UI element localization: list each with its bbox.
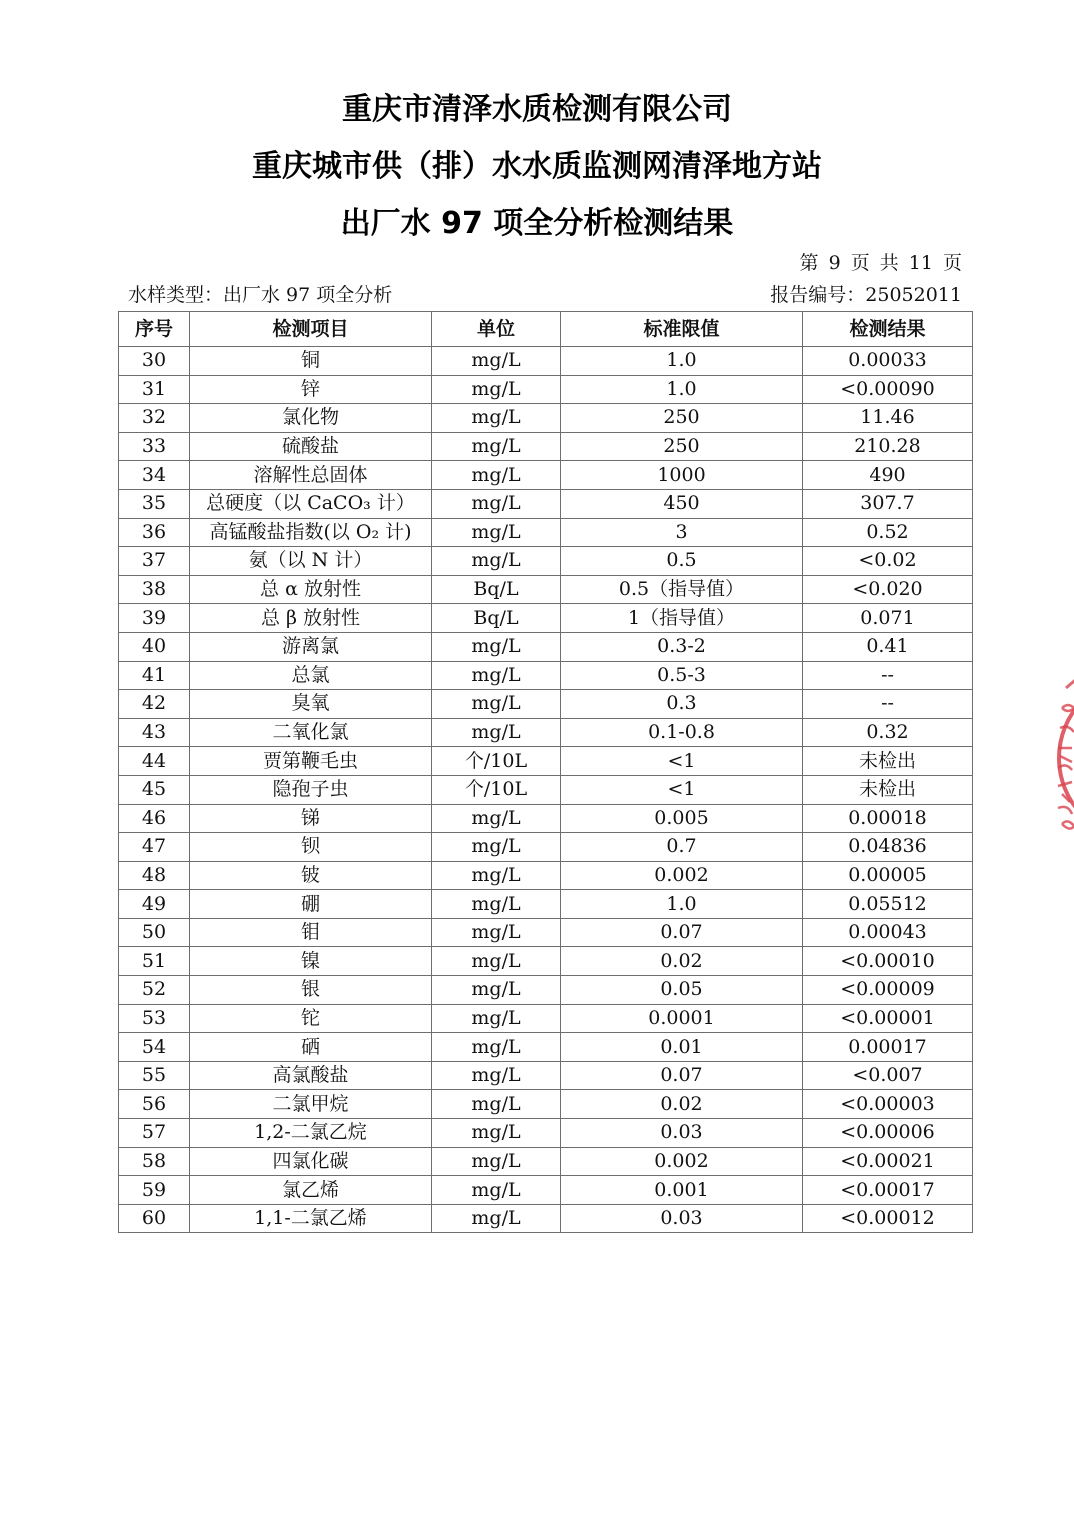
row-limit: 0.0001 bbox=[561, 1004, 803, 1033]
row-result: 0.00033 bbox=[803, 347, 973, 376]
report-number: 报告编号：25052011 bbox=[770, 284, 962, 306]
row-limit: 0.02 bbox=[561, 947, 803, 976]
row-unit: mg/L bbox=[432, 804, 561, 833]
table-row bbox=[119, 947, 973, 976]
row-number: 34 bbox=[119, 461, 190, 490]
row-limit: 250 bbox=[561, 404, 803, 433]
row-limit: <1 bbox=[561, 775, 803, 804]
row-limit: 0.03 bbox=[561, 1119, 803, 1148]
row-item: 四氯化碳 bbox=[190, 1147, 432, 1176]
row-item: 氯乙烯 bbox=[190, 1176, 432, 1205]
row-item: 铊 bbox=[190, 1004, 432, 1033]
row-result: <0.00017 bbox=[803, 1176, 973, 1205]
row-limit: 0.07 bbox=[561, 1061, 803, 1090]
row-number: 35 bbox=[119, 489, 190, 518]
row-unit: mg/L bbox=[432, 918, 561, 947]
row-unit: mg/L bbox=[432, 718, 561, 747]
header-limit: 标准限值 bbox=[561, 312, 803, 347]
row-unit: mg/L bbox=[432, 518, 561, 547]
company-name: 重庆市清泽水质检测有限公司 bbox=[342, 92, 732, 127]
table-row bbox=[119, 575, 973, 604]
header-result: 检测结果 bbox=[803, 312, 973, 347]
row-limit: 450 bbox=[561, 489, 803, 518]
row-item: 总 β 放射性 bbox=[190, 604, 432, 633]
table-row bbox=[119, 632, 973, 661]
table-row bbox=[119, 833, 973, 862]
row-item: 二氯甲烷 bbox=[190, 1090, 432, 1119]
table-row bbox=[119, 461, 973, 490]
row-limit: 0.01 bbox=[561, 1033, 803, 1062]
row-number: 33 bbox=[119, 432, 190, 461]
row-number: 48 bbox=[119, 861, 190, 890]
row-limit: 0.5 bbox=[561, 547, 803, 576]
row-item: 镍 bbox=[190, 947, 432, 976]
row-limit: 1（指导值） bbox=[561, 604, 803, 633]
row-unit: mg/L bbox=[432, 461, 561, 490]
row-item: 氯化物 bbox=[190, 404, 432, 433]
table-row bbox=[119, 404, 973, 433]
row-number: 36 bbox=[119, 518, 190, 547]
table-row bbox=[119, 918, 973, 947]
row-unit: mg/L bbox=[432, 632, 561, 661]
row-limit: 0.7 bbox=[561, 833, 803, 862]
row-number: 43 bbox=[119, 718, 190, 747]
row-unit: Bq/L bbox=[432, 604, 561, 633]
table-row bbox=[119, 890, 973, 919]
row-limit: 1.0 bbox=[561, 890, 803, 919]
table-row bbox=[119, 432, 973, 461]
row-item: 锑 bbox=[190, 804, 432, 833]
row-number: 30 bbox=[119, 347, 190, 376]
row-result: <0.00001 bbox=[803, 1004, 973, 1033]
table-row bbox=[119, 1204, 973, 1233]
row-result: 0.071 bbox=[803, 604, 973, 633]
row-unit: mg/L bbox=[432, 375, 561, 404]
row-number: 58 bbox=[119, 1147, 190, 1176]
row-result: 未检出 bbox=[803, 775, 973, 804]
row-unit: mg/L bbox=[432, 1033, 561, 1062]
row-result: 0.00005 bbox=[803, 861, 973, 890]
row-unit: mg/L bbox=[432, 890, 561, 919]
row-limit: 0.5（指导值） bbox=[561, 575, 803, 604]
row-limit: 1.0 bbox=[561, 347, 803, 376]
table-row bbox=[119, 1061, 973, 1090]
row-number: 57 bbox=[119, 1119, 190, 1148]
row-result: <0.02 bbox=[803, 547, 973, 576]
row-result: <0.00003 bbox=[803, 1090, 973, 1119]
row-limit: 0.07 bbox=[561, 918, 803, 947]
row-item: 总氯 bbox=[190, 661, 432, 690]
row-limit: 0.3 bbox=[561, 690, 803, 719]
row-number: 60 bbox=[119, 1204, 190, 1233]
row-result: <0.007 bbox=[803, 1061, 973, 1090]
row-result: <0.00021 bbox=[803, 1147, 973, 1176]
row-unit: mg/L bbox=[432, 404, 561, 433]
row-unit: mg/L bbox=[432, 1119, 561, 1148]
row-item: 溶解性总固体 bbox=[190, 461, 432, 490]
row-result: 未检出 bbox=[803, 747, 973, 776]
row-unit: mg/L bbox=[432, 661, 561, 690]
table-row bbox=[119, 747, 973, 776]
row-item: 钼 bbox=[190, 918, 432, 947]
row-result: 0.00018 bbox=[803, 804, 973, 833]
row-result: 490 bbox=[803, 461, 973, 490]
row-unit: 个/10L bbox=[432, 747, 561, 776]
row-number: 39 bbox=[119, 604, 190, 633]
row-limit: 250 bbox=[561, 432, 803, 461]
table-row bbox=[119, 518, 973, 547]
table-row bbox=[119, 690, 973, 719]
sample-type: 水样类型：出厂水 97 项全分析 bbox=[128, 284, 393, 306]
table-row bbox=[119, 489, 973, 518]
table-row bbox=[119, 976, 973, 1005]
table-row bbox=[119, 347, 973, 376]
table-row bbox=[119, 1004, 973, 1033]
row-limit: 0.001 bbox=[561, 1176, 803, 1205]
header-no: 序号 bbox=[119, 312, 190, 347]
table-row bbox=[119, 661, 973, 690]
row-result: <0.00006 bbox=[803, 1119, 973, 1148]
row-unit: mg/L bbox=[432, 1004, 561, 1033]
report-meta bbox=[128, 280, 962, 307]
row-item: 钡 bbox=[190, 833, 432, 862]
table-row bbox=[119, 375, 973, 404]
row-number: 55 bbox=[119, 1061, 190, 1090]
row-result: 0.00017 bbox=[803, 1033, 973, 1062]
row-item: 二氧化氯 bbox=[190, 718, 432, 747]
row-result: 210.28 bbox=[803, 432, 973, 461]
row-limit: <1 bbox=[561, 747, 803, 776]
row-number: 41 bbox=[119, 661, 190, 690]
row-limit: 0.02 bbox=[561, 1090, 803, 1119]
table-header-row bbox=[119, 312, 973, 347]
row-item: 1,2-二氯乙烷 bbox=[190, 1119, 432, 1148]
row-unit: mg/L bbox=[432, 947, 561, 976]
row-number: 42 bbox=[119, 690, 190, 719]
row-unit: mg/L bbox=[432, 432, 561, 461]
red-seal-icon bbox=[1046, 668, 1074, 848]
results-table bbox=[118, 311, 973, 1233]
row-number: 45 bbox=[119, 775, 190, 804]
table-body bbox=[119, 347, 973, 1233]
row-item: 总硬度（以 CaCO₃ 计） bbox=[190, 489, 432, 518]
row-unit: Bq/L bbox=[432, 575, 561, 604]
row-limit: 0.3-2 bbox=[561, 632, 803, 661]
table-row bbox=[119, 1090, 973, 1119]
row-limit: 0.1-0.8 bbox=[561, 718, 803, 747]
table-row bbox=[119, 775, 973, 804]
row-number: 51 bbox=[119, 947, 190, 976]
row-unit: mg/L bbox=[432, 861, 561, 890]
table-row bbox=[119, 547, 973, 576]
row-limit: 0.002 bbox=[561, 1147, 803, 1176]
row-item: 硼 bbox=[190, 890, 432, 919]
row-result: 0.04836 bbox=[803, 833, 973, 862]
row-unit: mg/L bbox=[432, 690, 561, 719]
row-number: 37 bbox=[119, 547, 190, 576]
row-limit: 3 bbox=[561, 518, 803, 547]
row-limit: 1.0 bbox=[561, 375, 803, 404]
row-item: 氨（以 N 计） bbox=[190, 547, 432, 576]
row-number: 40 bbox=[119, 632, 190, 661]
page-number: 第 9 页 共 11 页 bbox=[799, 252, 962, 274]
row-item: 硒 bbox=[190, 1033, 432, 1062]
row-number: 44 bbox=[119, 747, 190, 776]
row-unit: mg/L bbox=[432, 547, 561, 576]
row-item: 铜 bbox=[190, 347, 432, 376]
table-row bbox=[119, 1176, 973, 1205]
table-row bbox=[119, 1119, 973, 1148]
row-result: 0.00043 bbox=[803, 918, 973, 947]
header-item: 检测项目 bbox=[190, 312, 432, 347]
row-result: -- bbox=[803, 690, 973, 719]
row-number: 53 bbox=[119, 1004, 190, 1033]
row-result: -- bbox=[803, 661, 973, 690]
row-unit: mg/L bbox=[432, 489, 561, 518]
row-limit: 0.03 bbox=[561, 1204, 803, 1233]
row-item: 铍 bbox=[190, 861, 432, 890]
row-result: 0.32 bbox=[803, 718, 973, 747]
row-number: 46 bbox=[119, 804, 190, 833]
row-result: <0.020 bbox=[803, 575, 973, 604]
row-unit: mg/L bbox=[432, 1061, 561, 1090]
row-item: 臭氧 bbox=[190, 690, 432, 719]
row-unit: mg/L bbox=[432, 976, 561, 1005]
report-title: 出厂水 97 项全分析检测结果 bbox=[340, 206, 734, 241]
row-result: <0.00010 bbox=[803, 947, 973, 976]
station-name: 重庆城市供（排）水水质监测网清泽地方站 bbox=[252, 149, 822, 184]
row-result: 0.05512 bbox=[803, 890, 973, 919]
row-number: 31 bbox=[119, 375, 190, 404]
row-number: 47 bbox=[119, 833, 190, 862]
row-number: 56 bbox=[119, 1090, 190, 1119]
row-number: 54 bbox=[119, 1033, 190, 1062]
row-result: <0.00009 bbox=[803, 976, 973, 1005]
row-item: 银 bbox=[190, 976, 432, 1005]
row-number: 59 bbox=[119, 1176, 190, 1205]
row-result: <0.00090 bbox=[803, 375, 973, 404]
row-unit: mg/L bbox=[432, 1147, 561, 1176]
row-unit: 个/10L bbox=[432, 775, 561, 804]
table-row bbox=[119, 804, 973, 833]
seal-graphic bbox=[1046, 668, 1074, 848]
row-result: 307.7 bbox=[803, 489, 973, 518]
table-row bbox=[119, 604, 973, 633]
row-item: 硫酸盐 bbox=[190, 432, 432, 461]
row-number: 38 bbox=[119, 575, 190, 604]
table-row bbox=[119, 718, 973, 747]
row-result: 11.46 bbox=[803, 404, 973, 433]
row-item: 隐孢子虫 bbox=[190, 775, 432, 804]
row-item: 1,1-二氯乙烯 bbox=[190, 1204, 432, 1233]
row-item: 锌 bbox=[190, 375, 432, 404]
row-unit: mg/L bbox=[432, 1090, 561, 1119]
row-unit: mg/L bbox=[432, 833, 561, 862]
row-number: 52 bbox=[119, 976, 190, 1005]
row-limit: 0.005 bbox=[561, 804, 803, 833]
row-item: 贾第鞭毛虫 bbox=[190, 747, 432, 776]
row-result: <0.00012 bbox=[803, 1204, 973, 1233]
row-unit: mg/L bbox=[432, 1204, 561, 1233]
table-row bbox=[119, 861, 973, 890]
row-item: 游离氯 bbox=[190, 632, 432, 661]
row-number: 50 bbox=[119, 918, 190, 947]
row-item: 高锰酸盐指数(以 O₂ 计) bbox=[190, 518, 432, 547]
row-result: 0.41 bbox=[803, 632, 973, 661]
row-item: 高氯酸盐 bbox=[190, 1061, 432, 1090]
row-limit: 1000 bbox=[561, 461, 803, 490]
table-row bbox=[119, 1033, 973, 1062]
row-unit: mg/L bbox=[432, 1176, 561, 1205]
table-row bbox=[119, 1147, 973, 1176]
row-limit: 0.002 bbox=[561, 861, 803, 890]
header-unit: 单位 bbox=[432, 312, 561, 347]
row-unit: mg/L bbox=[432, 347, 561, 376]
row-number: 32 bbox=[119, 404, 190, 433]
row-limit: 0.5-3 bbox=[561, 661, 803, 690]
row-result: 0.52 bbox=[803, 518, 973, 547]
row-item: 总 α 放射性 bbox=[190, 575, 432, 604]
row-limit: 0.05 bbox=[561, 976, 803, 1005]
row-number: 49 bbox=[119, 890, 190, 919]
